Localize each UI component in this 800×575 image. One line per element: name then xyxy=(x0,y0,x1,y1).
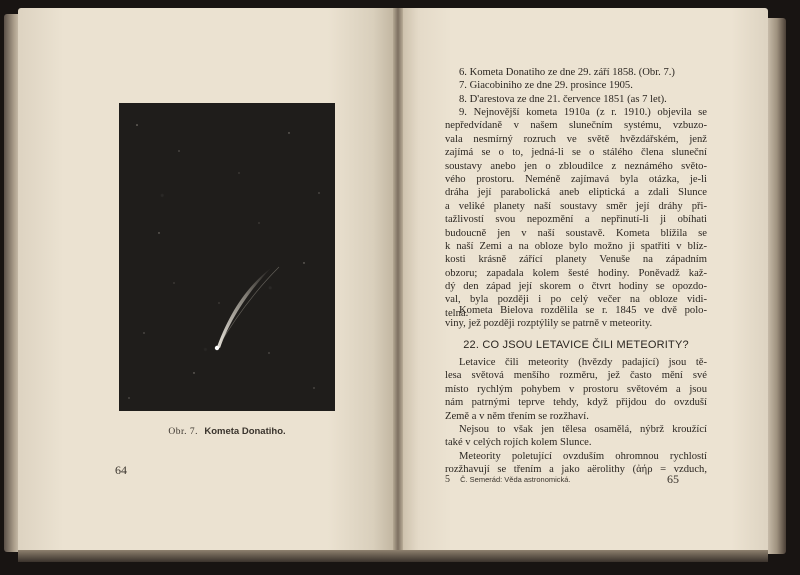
figure-caption xyxy=(119,426,335,437)
text-line: a veliké planety naší soustavy směr její dráhy při- xyxy=(445,200,707,212)
text-line: obzoru; zapadala kolem šesté hodiny. Poněvadž kaž- xyxy=(445,267,707,279)
text-line: vala nesmírný rozruch ve světě hvězdářském, jenž xyxy=(445,133,707,145)
text-line: val, byla později i po celý večer na obloze vidi- xyxy=(445,294,707,306)
text-line: zajímá se o to, jedná-li se o stálého člena sluneční xyxy=(445,147,707,159)
text-line: soustavy anebo jen o zbloudilce z neznámého světo- xyxy=(445,160,707,172)
text-line: Kometa Bielova rozdělila se r. 1845 ve dvě polo- xyxy=(459,305,707,316)
text-line: budoucně jen v naší soustavě. Kometa blížila se xyxy=(445,227,707,239)
text-line: k naší Zemi a na obloze bylo možno ji spatřiti v blíz- xyxy=(445,240,707,252)
text-line: telna. xyxy=(445,307,469,319)
book-bottom-shadow xyxy=(18,550,768,562)
text-line: dráha její parabolická aneb eliptická a zdali Slunce xyxy=(445,187,707,199)
text-line: rozžhavují se třením a jako aërolithy (ἀήρ = vzduch, xyxy=(445,464,707,476)
right-page-edges xyxy=(766,18,786,554)
list-item: 6. Kometa Donatiho ze dne 29. září 1858. (Obr. 7.) xyxy=(459,67,675,78)
text-line: viny, jež později rozptýlily se patrně v meteority. xyxy=(445,318,653,330)
text-line: místo rychlým pohybem v prostoru světovém a jsou xyxy=(445,383,707,395)
star-field xyxy=(128,124,319,398)
text-line: dý den západ její skorem o čtvrt hodiny se opozdo- xyxy=(445,281,707,293)
text-line: nepředvídaně v našem slunečním systému, vzbuzo- xyxy=(445,120,707,132)
text-line: Letavice čili meteority (hvězdy padající) jsou tě- xyxy=(459,357,707,368)
comet-photograph xyxy=(119,103,335,411)
text-line: také v celých rojích kolem Slunce. xyxy=(445,437,592,449)
text-line: 9. Nejnovější kometa 1910a (z r. 1910.) objevila se xyxy=(459,107,707,118)
text-line: Meteority poletující ovzduším ohromnou rychlostí xyxy=(459,451,707,462)
text-line: tažlivostí svou nepozmění a nepřinutí-li ji obíhati xyxy=(445,214,707,226)
figure-caption-prefix: Obr. 7. xyxy=(168,427,198,437)
text-line: nám patrnými teprve tehdy, když přijdou do ovzduší xyxy=(445,397,707,409)
text-line: lesa světová menšího rozměru, jež často mění své xyxy=(445,370,707,382)
text-line: vého prostoru. Neméně zajímavá byla otázka, je-li xyxy=(445,173,707,185)
paragraph-biela-comet xyxy=(445,304,707,331)
book-gutter xyxy=(393,8,403,555)
text-line: kosti krásně zářící planety Venuše na západním xyxy=(445,254,707,266)
paragraph-meteors-definition xyxy=(445,356,707,423)
figure-caption-title: Kometa Donatiho. xyxy=(204,426,286,437)
comet-nucleus xyxy=(215,346,219,350)
printer-signature xyxy=(445,474,571,485)
paragraph-comet-1910a xyxy=(445,106,707,320)
page-number-right: 65 xyxy=(667,472,679,486)
text-line: Nejsou to však jen tělesa osamělá, nýbrž kroužící xyxy=(459,424,707,435)
text-line: Země a v něm třením se rozžhaví. xyxy=(445,410,589,422)
section-heading: 22. CO JSOU LETAVICE ČILI METEORITY? xyxy=(463,339,689,351)
list-item: 7. Giacobiniho ze dne 29. prosince 1905. xyxy=(459,80,633,92)
comet-list xyxy=(445,66,707,106)
comet-illustration xyxy=(119,103,335,411)
page-number-left: 64 xyxy=(115,463,127,477)
list-item: 8. D'arestova ze dne 21. července 1851 (as 7 let). xyxy=(459,93,667,105)
signature-number: 5 xyxy=(445,474,450,485)
paragraph-meteor-swarms xyxy=(445,423,707,450)
signature-text: Č. Semerád: Věda astronomická. xyxy=(460,475,571,484)
